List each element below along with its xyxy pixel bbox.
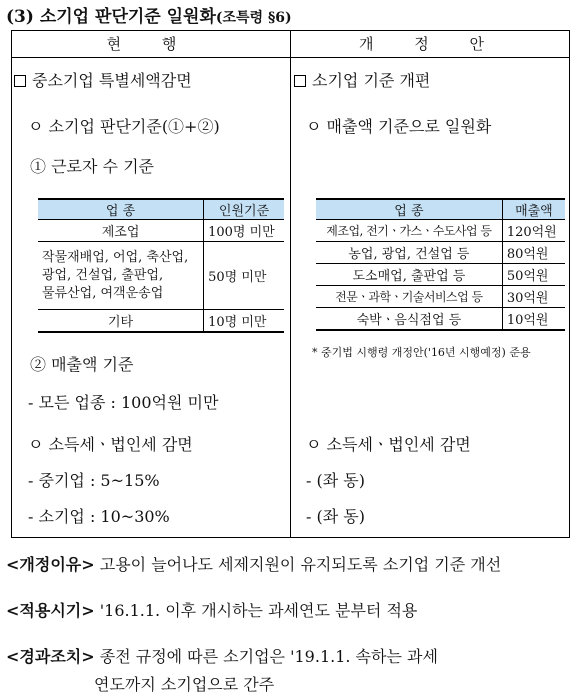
left-mid-enterprise: - 중기업 : 5~15% (28, 471, 160, 490)
section-title-main: (3) 소기업 판단기준 일원화 (6, 7, 216, 27)
revision-reason-text: 고용이 늘어나도 세제지원이 유지되도록 소기업 기준 개선 (99, 555, 502, 574)
transition-measure-label: <경과조치> (6, 647, 95, 666)
left-workers-criteria: ① 근로자 수 기준 (30, 157, 154, 176)
revision-reason (6, 552, 501, 575)
effective-date (6, 598, 417, 621)
workers-table (38, 198, 284, 333)
footnote: * 중기법 시행령 개정안('16년 시행예정) 준용 (312, 346, 531, 359)
workers-table-header-limit: 인원기준 (204, 199, 284, 220)
right-same-mid: - (좌 동) (306, 471, 365, 490)
header-current: 현 행 (106, 35, 195, 53)
section-title (6, 2, 292, 27)
table-row: 제조업 100명 미만 (38, 220, 284, 242)
workers-table-header-industry: 업 종 (38, 199, 204, 220)
table-row: 작물재배업, 어업, 축산업, 광업, 건설업, 출판업, 물류산업, 여객운송업 50명 미만 (38, 242, 284, 310)
section-title-sub: (조특령 §6) (215, 10, 292, 26)
sales-table (316, 198, 565, 331)
left-small-enterprise: - 소기업 : 10~30% (28, 507, 170, 526)
right-tax-reduction: ㅇ 소득세ㆍ법인세 감면 (306, 435, 471, 454)
table-row: 전문ㆍ과학ㆍ기술서비스업 등 30억원 (316, 286, 565, 308)
left-sales-all: - 모든 업종 : 100억원 미만 (28, 393, 219, 412)
header-divider (11, 57, 570, 58)
left-section-heading: 중소기업 특별세액감면 (14, 68, 192, 91)
column-divider (290, 30, 291, 538)
transition-measure (6, 644, 438, 667)
transition-measure-text: 종전 규정에 따른 소기업은 '19.1.1. 속하는 과세 (99, 647, 438, 666)
left-criteria: ㅇ 소기업 판단기준(①+②) (28, 117, 220, 136)
sales-table-header-amount: 매출액 (502, 199, 565, 220)
right-same-small: - (좌 동) (306, 507, 365, 526)
left-sales-criteria: ② 매출액 기준 (30, 355, 134, 374)
table-row: 제조업, 전기ㆍ가스ㆍ수도사업 등 120억원 (316, 220, 565, 242)
revision-reason-label: <개정이유> (6, 555, 95, 574)
transition-measure-continued: 연도까지 소기업으로 간주 (94, 675, 275, 694)
square-bullet-icon (14, 75, 26, 87)
right-section-heading: 소기업 기준 개편 (294, 68, 430, 91)
table-row: 숙박ㆍ음식점업 등 10억원 (316, 308, 565, 330)
left-tax-reduction: ㅇ 소득세ㆍ법인세 감면 (28, 435, 193, 454)
header-proposed: 개 정 안 (358, 35, 502, 53)
table-row: 도소매업, 출판업 등 50억원 (316, 264, 565, 286)
table-row: 농업, 광업, 건설업 등 80억원 (316, 242, 565, 264)
right-unify: ㅇ 매출액 기준으로 일원화 (306, 117, 492, 136)
sales-table-header-industry: 업 종 (316, 199, 502, 220)
table-row: 기타 10명 미만 (38, 310, 284, 332)
effective-date-label: <적용시기> (6, 601, 95, 620)
square-bullet-icon (294, 75, 306, 87)
effective-date-text: '16.1.1. 이후 개시하는 과세연도 분부터 적용 (99, 601, 418, 620)
